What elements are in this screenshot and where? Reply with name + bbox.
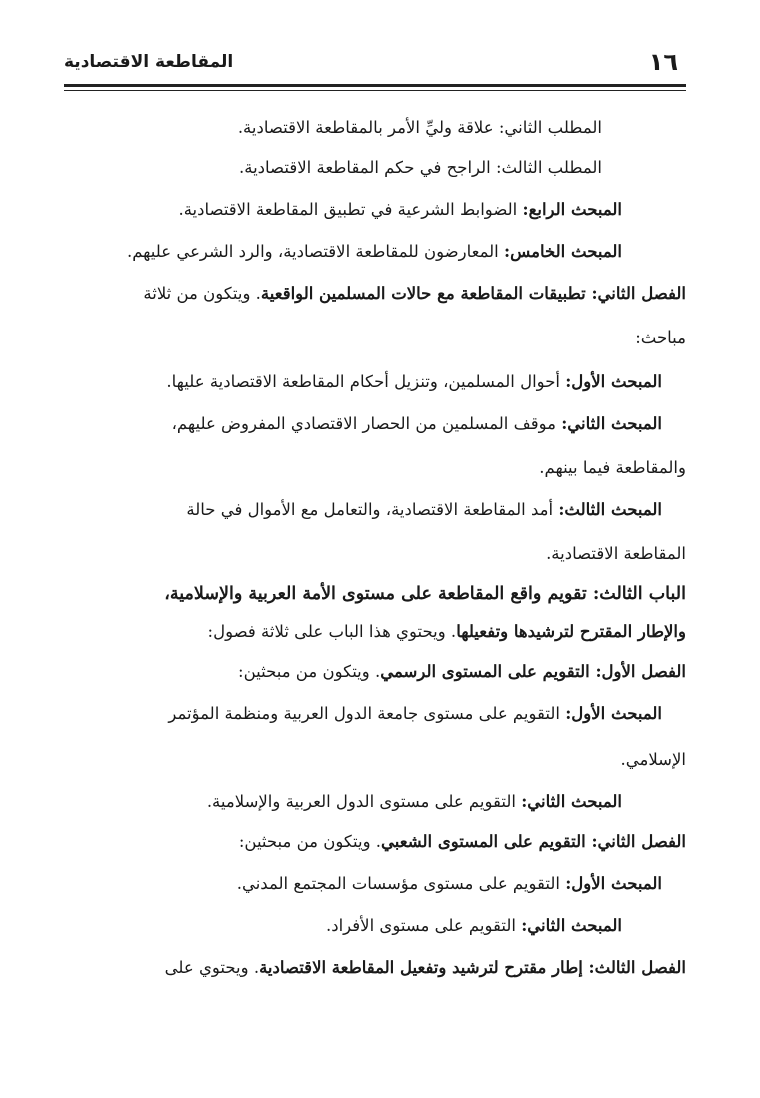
part-title: والإطار المقترح لترشيدها وتفعيلها xyxy=(456,622,686,641)
line-text: . ويحتوي هذا الباب على ثلاثة فصول: xyxy=(207,622,457,641)
text-line xyxy=(168,704,662,723)
line-text: التقويم على مستوى جامعة الدول العربية ومنظمة المؤتمر xyxy=(168,704,566,723)
line-text: موقف المسلمين من الحصار الاقتصادي المفروض عليهم، xyxy=(171,414,562,433)
line-text: . ويتكون من مبحثين: xyxy=(238,662,381,681)
section-label: المبحث الخامس: xyxy=(504,242,622,261)
section-label: المبحث الأول: xyxy=(565,874,662,893)
page-number: ١٦ xyxy=(648,48,678,76)
chapter-title: التقويم على المستوى الشعبي xyxy=(381,832,592,851)
text-line xyxy=(178,200,622,219)
chapter-label: الفصل الثاني: xyxy=(591,832,686,851)
text-line xyxy=(207,792,622,811)
section-label: المبحث الأول: xyxy=(565,704,662,723)
section-label: المبحث الثاني: xyxy=(521,916,622,935)
section-label: المبحث الثالث: xyxy=(558,500,662,519)
line-text: التقويم على مستوى الدول العربية والإسلامية. xyxy=(206,792,522,811)
line-text: مباحث: xyxy=(635,328,686,347)
page-header xyxy=(64,48,686,84)
line-text: والمقاطعة فيما بينهم. xyxy=(539,458,686,477)
text-line xyxy=(143,284,686,303)
chapter-label: الفصل الثالث: xyxy=(588,958,686,977)
chapter-title: تطبيقات المقاطعة مع حالات المسلمين الواقعية xyxy=(260,284,592,303)
text-line xyxy=(165,958,686,977)
header-rule-thick xyxy=(64,84,686,87)
section-label: المبحث الرابع: xyxy=(522,200,622,219)
text-line xyxy=(186,500,662,519)
section-label: المبحث الثاني: xyxy=(561,414,662,433)
text-line xyxy=(166,372,662,391)
chapter-title: إطار مقترح لترشيد وتفعيل المقاطعة الاقتصادية xyxy=(259,958,589,977)
line-text: أمد المقاطعة الاقتصادية، والتعامل مع الأموال في حالة xyxy=(186,500,559,519)
section-label: المبحث الأول: xyxy=(565,372,662,391)
line-text: الإسلامي. xyxy=(620,750,686,769)
running-title: المقاطعة الاقتصادية xyxy=(64,52,234,72)
line-text: . ويتكون من مبحثين: xyxy=(238,832,382,851)
text-line xyxy=(208,622,686,641)
text-line xyxy=(238,118,602,137)
line-text: المطلب الثالث: الراجح في حكم المقاطعة الاقتصادية. xyxy=(239,158,602,177)
part-label: الباب الثالث: xyxy=(592,584,686,604)
text-line xyxy=(546,544,686,563)
line-text: المقاطعة الاقتصادية. xyxy=(546,544,686,563)
header-rule-thin xyxy=(64,90,686,91)
text-line xyxy=(620,750,686,769)
text-line xyxy=(539,458,686,477)
chapter-label: الفصل الأول: xyxy=(595,662,686,681)
text-line xyxy=(326,916,622,935)
text-line xyxy=(172,414,662,433)
chapter-title: التقويم على المستوى الرسمي xyxy=(380,662,596,681)
text-line xyxy=(127,242,622,261)
line-text: المعارضون للمقاطعة الاقتصادية، والرد الشرعي عليهم. xyxy=(126,242,505,261)
section-label: المبحث الثاني: xyxy=(521,792,622,811)
text-line xyxy=(239,832,686,851)
line-text: التقويم على مستوى مؤسسات المجتمع المدني. xyxy=(236,874,566,893)
chapter-label: الفصل الثاني: xyxy=(591,284,686,303)
part-title: تقويم واقع المقاطعة على مستوى الأمة العربية والإسلامية، xyxy=(164,584,593,604)
text-line xyxy=(239,158,602,177)
text-line xyxy=(238,662,686,681)
line-text: . ويتكون من ثلاثة xyxy=(143,284,261,303)
text-line xyxy=(635,328,686,347)
line-text: الضوابط الشرعية في تطبيق المقاطعة الاقتصادية. xyxy=(178,200,523,219)
text-line xyxy=(237,874,662,893)
line-text: التقويم على مستوى الأفراد. xyxy=(326,916,522,935)
line-text: . ويحتوي على xyxy=(164,958,260,977)
line-text: أحوال المسلمين، وتنزيل أحكام المقاطعة الاقتصادية عليها. xyxy=(166,372,566,391)
line-text: المطلب الثاني: علاقة وليِّ الأمر بالمقاطعة الاقتصادية. xyxy=(237,118,602,137)
text-line xyxy=(164,584,686,604)
